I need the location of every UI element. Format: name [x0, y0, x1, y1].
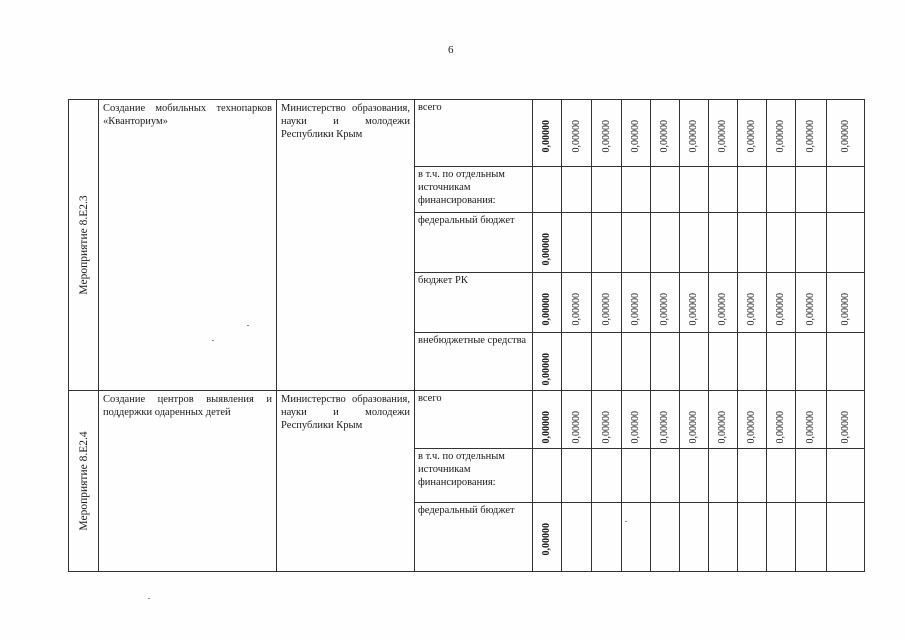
value-cell	[622, 213, 651, 273]
value-cell	[651, 167, 680, 213]
value-cell	[827, 449, 865, 503]
value-cell	[622, 273, 651, 333]
value-text: 0,00000	[600, 411, 612, 444]
table-row	[69, 100, 865, 167]
value-text: 0,00000	[570, 411, 582, 444]
value-cell	[767, 503, 796, 572]
value-cell	[796, 503, 827, 572]
value-cell	[651, 503, 680, 572]
value-cell	[562, 391, 592, 449]
value-cell	[709, 213, 738, 273]
value-cell	[592, 391, 622, 449]
value-cell	[767, 213, 796, 273]
funding-source: в т.ч. по отдельным источникам финансирования:	[415, 449, 533, 503]
table-row	[69, 391, 865, 449]
funding-source: всего	[415, 100, 533, 167]
value-cell	[767, 100, 796, 167]
value-cell	[562, 213, 592, 273]
funding-source: федеральный бюджет	[415, 213, 533, 273]
value-cell	[738, 213, 767, 273]
value-cell	[533, 100, 562, 167]
value-cell	[651, 213, 680, 273]
value-cell	[827, 273, 865, 333]
funding-source: федеральный бюджет	[415, 503, 533, 572]
measure-name-cell	[99, 100, 277, 391]
value-text: 0,00000	[745, 120, 757, 153]
value-cell	[622, 333, 651, 391]
value-cell	[680, 391, 709, 449]
value-text: 0,00000	[804, 120, 816, 153]
value-cell	[562, 449, 592, 503]
value-cell	[533, 333, 562, 391]
value-cell	[827, 167, 865, 213]
value-cell	[592, 100, 622, 167]
value-cell	[592, 167, 622, 213]
value-cell	[738, 333, 767, 391]
value-text: 0,00000	[540, 293, 552, 326]
value-cell	[767, 273, 796, 333]
value-text: 0,00000	[716, 293, 728, 326]
value-cell	[680, 333, 709, 391]
value-cell	[827, 100, 865, 167]
value-cell	[827, 391, 865, 449]
value-text: 0,00000	[716, 120, 728, 153]
value-cell	[767, 333, 796, 391]
value-cell	[562, 273, 592, 333]
value-cell	[533, 213, 562, 273]
measure-name: Создание центров выявления и поддержки одаренных детей	[103, 394, 272, 419]
value-cell	[680, 449, 709, 503]
measure-id: Мероприятие 8.Е2.3	[77, 195, 90, 295]
value-text: 0,00000	[839, 411, 851, 444]
value-cell	[738, 273, 767, 333]
value-cell	[709, 273, 738, 333]
value-cell	[562, 503, 592, 572]
value-cell	[680, 100, 709, 167]
value-cell	[709, 333, 738, 391]
value-cell	[796, 213, 827, 273]
value-cell	[796, 333, 827, 391]
value-text: 0,00000	[600, 120, 612, 153]
measure-id-cell	[69, 100, 99, 391]
value-text: 0,00000	[774, 411, 786, 444]
value-cell	[622, 391, 651, 449]
value-cell	[651, 449, 680, 503]
value-cell	[709, 449, 738, 503]
value-cell	[533, 167, 562, 213]
value-cell	[680, 213, 709, 273]
value-text: 0,00000	[658, 120, 670, 153]
value-cell	[562, 333, 592, 391]
value-text: 0,00000	[570, 293, 582, 326]
value-cell	[622, 167, 651, 213]
value-cell	[796, 391, 827, 449]
value-cell	[622, 503, 651, 572]
value-cell	[767, 449, 796, 503]
value-cell	[651, 273, 680, 333]
value-text: 0,00000	[716, 411, 728, 444]
value-text: 0,00000	[687, 293, 699, 326]
value-cell	[767, 391, 796, 449]
executor-name: Министерство образования, науки и молодежи Республики Крым	[281, 103, 410, 141]
measure-name-cell	[99, 391, 277, 572]
value-cell	[738, 167, 767, 213]
value-text: 0,00000	[804, 411, 816, 444]
value-cell	[680, 503, 709, 572]
value-cell	[680, 167, 709, 213]
value-cell	[592, 213, 622, 273]
measure-id: Мероприятие 8.Е2.4	[77, 431, 90, 531]
value-text: 0,00000	[540, 233, 552, 266]
funding-source: внебюджетные средства	[415, 333, 533, 391]
executor-name: Министерство образования, науки и молодежи Республики Крым	[281, 394, 410, 432]
value-text: 0,00000	[629, 293, 641, 326]
value-cell	[592, 503, 622, 572]
value-cell	[533, 449, 562, 503]
value-text: 0,00000	[745, 293, 757, 326]
value-cell	[562, 167, 592, 213]
value-cell	[738, 100, 767, 167]
value-cell	[651, 391, 680, 449]
value-text: 0,00000	[804, 293, 816, 326]
value-cell	[533, 273, 562, 333]
page-number: 6	[448, 44, 454, 56]
value-text: 0,00000	[687, 120, 699, 153]
value-text: 0,00000	[745, 411, 757, 444]
value-text: 0,00000	[687, 411, 699, 444]
value-cell	[796, 273, 827, 333]
value-cell	[796, 449, 827, 503]
executor-cell	[277, 100, 415, 391]
measure-name: Создание мобильных технопарков «Кванториум»	[103, 103, 272, 128]
value-cell	[709, 167, 738, 213]
value-cell	[622, 100, 651, 167]
value-text: 0,00000	[839, 293, 851, 326]
value-text: 0,00000	[540, 120, 552, 153]
value-cell	[796, 167, 827, 213]
value-text: 0,00000	[658, 293, 670, 326]
value-text: 0,00000	[658, 411, 670, 444]
value-cell	[738, 503, 767, 572]
value-text: 0,00000	[540, 353, 552, 386]
value-cell	[827, 503, 865, 572]
value-text: 0,00000	[629, 411, 641, 444]
value-text: 0,00000	[629, 120, 641, 153]
value-text: 0,00000	[774, 293, 786, 326]
value-cell	[709, 503, 738, 572]
financing-table	[68, 99, 865, 572]
value-cell	[592, 449, 622, 503]
value-cell	[738, 449, 767, 503]
value-cell	[622, 449, 651, 503]
value-cell	[592, 333, 622, 391]
funding-source: всего	[415, 391, 533, 449]
value-text: 0,00000	[540, 523, 552, 556]
value-text: 0,00000	[570, 120, 582, 153]
value-cell	[533, 391, 562, 449]
funding-source: бюджет РК	[415, 273, 533, 333]
value-cell	[651, 100, 680, 167]
value-cell	[709, 391, 738, 449]
measure-id-cell	[69, 391, 99, 572]
value-text: 0,00000	[774, 120, 786, 153]
value-cell	[827, 333, 865, 391]
value-cell	[533, 503, 562, 572]
executor-cell	[277, 391, 415, 572]
value-cell	[796, 100, 827, 167]
value-cell	[709, 100, 738, 167]
value-cell	[651, 333, 680, 391]
value-text: 0,00000	[600, 293, 612, 326]
value-cell	[827, 213, 865, 273]
value-cell	[767, 167, 796, 213]
value-text: 0,00000	[540, 411, 552, 444]
value-cell	[592, 273, 622, 333]
value-text: 0,00000	[839, 120, 851, 153]
value-cell	[738, 391, 767, 449]
funding-source: в т.ч. по отдельным источникам финансирования:	[415, 167, 533, 213]
value-cell	[680, 273, 709, 333]
value-cell	[562, 100, 592, 167]
